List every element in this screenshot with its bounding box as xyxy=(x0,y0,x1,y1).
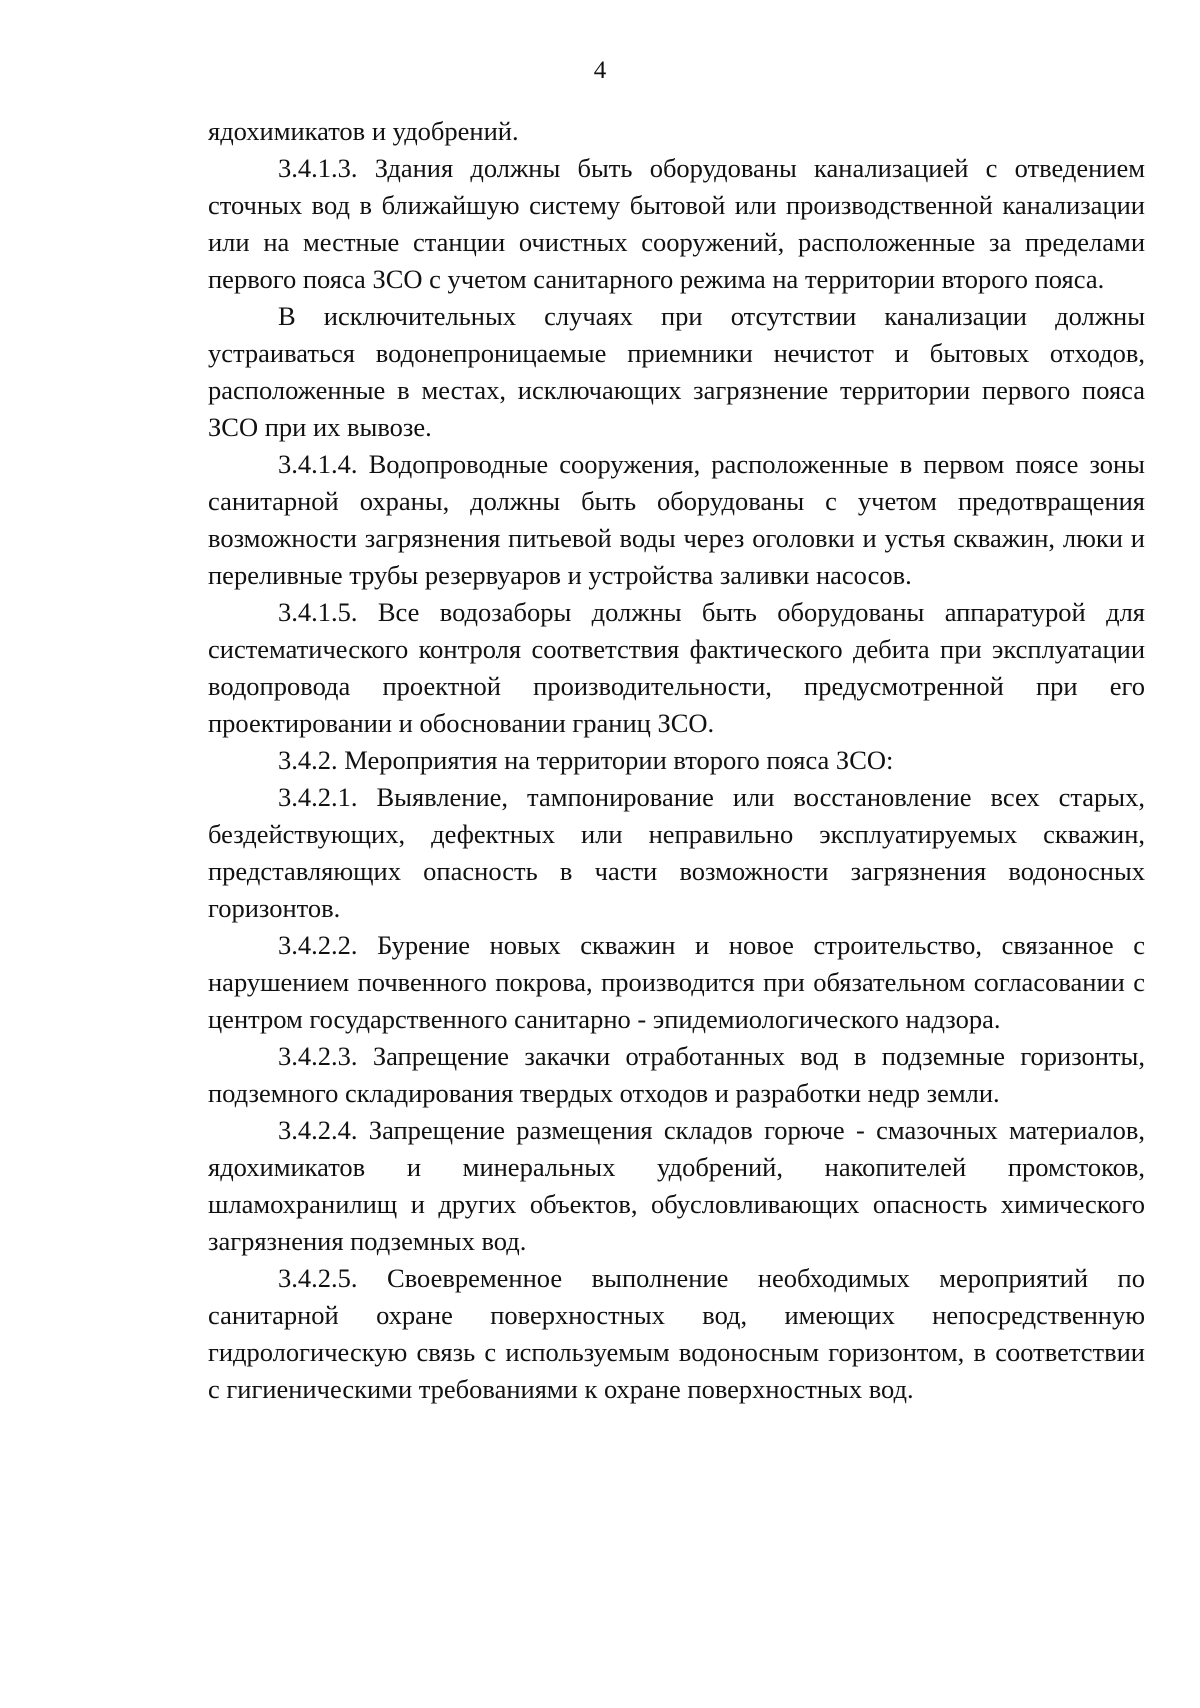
paragraph-3-4-2: 3.4.2. Мероприятия на территории второго пояса ЗСО: xyxy=(278,745,894,775)
paragraph-exceptional-cases: В исключительных случаях при отсутствии канализации должны устраиваться водонепроницаемые приемники нечистот и бытовых отходов, расположенные в местах, исключающих загрязнение территории первого пояса ЗСО при их вывозе. xyxy=(208,301,1145,442)
paragraph-continuation: ядохимикатов и удобрений. xyxy=(208,116,519,146)
paragraph-3-4-2-5: 3.4.2.5. Своевременное выполнение необходимых мероприятий по санитарной охране поверхностных вод, имеющих непосредственную гидрологическую связь с используемым водоносным горизонтом, в соответствии с гигиеническими требованиями к охране поверхностных вод. xyxy=(208,1263,1145,1404)
paragraph-3-4-1-5: 3.4.1.5. Все водозаборы должны быть оборудованы аппаратурой для систематического контроля соответствия фактического дебита при эксплуатации водопровода проектной производительности, предусмотренной при его проектировании и обосновании границ ЗСО. xyxy=(208,597,1145,738)
paragraph-3-4-2-2: 3.4.2.2. Бурение новых скважин и новое строительство, связанное с нарушением почвенного покрова, производится при обязательном согласовании с центром государственного санитарно - эпидемиологического надзора. xyxy=(208,930,1145,1034)
document-body xyxy=(208,113,1145,1408)
paragraph-3-4-2-1: 3.4.2.1. Выявление, тампонирование или восстановление всех старых, бездействующих, дефектных или неправильно эксплуатируемых скважин, представляющих опасность в части возможности загрязнения водоносных горизонтов. xyxy=(208,782,1145,923)
paragraph-3-4-1-3: 3.4.1.3. Здания должны быть оборудованы канализацией с отведением сточных вод в ближайшую систему бытовой или производственной канализации или на местные станции очистных сооружений, расположенные за пределами первого пояса ЗСО с учетом санитарного режима на территории второго пояса. xyxy=(208,153,1145,294)
paragraph-3-4-2-4: 3.4.2.4. Запрещение размещения складов горюче - смазочных материалов, ядохимикатов и минеральных удобрений, накопителей промстоков, шламохранилищ и других объектов, обусловливающих опасность химического загрязнения подземных вод. xyxy=(208,1115,1145,1256)
paragraph-3-4-2-3: 3.4.2.3. Запрещение закачки отработанных вод в подземные горизонты, подземного складирования твердых отходов и разработки недр земли. xyxy=(208,1041,1145,1108)
page-number: 4 xyxy=(593,57,607,84)
paragraph-3-4-1-4: 3.4.1.4. Водопроводные сооружения, расположенные в первом поясе зоны санитарной охраны, должны быть оборудованы с учетом предотвращения возможности загрязнения питьевой воды через оголовки и устья скважин, люки и переливные трубы резервуаров и устройства заливки насосов. xyxy=(208,449,1145,590)
